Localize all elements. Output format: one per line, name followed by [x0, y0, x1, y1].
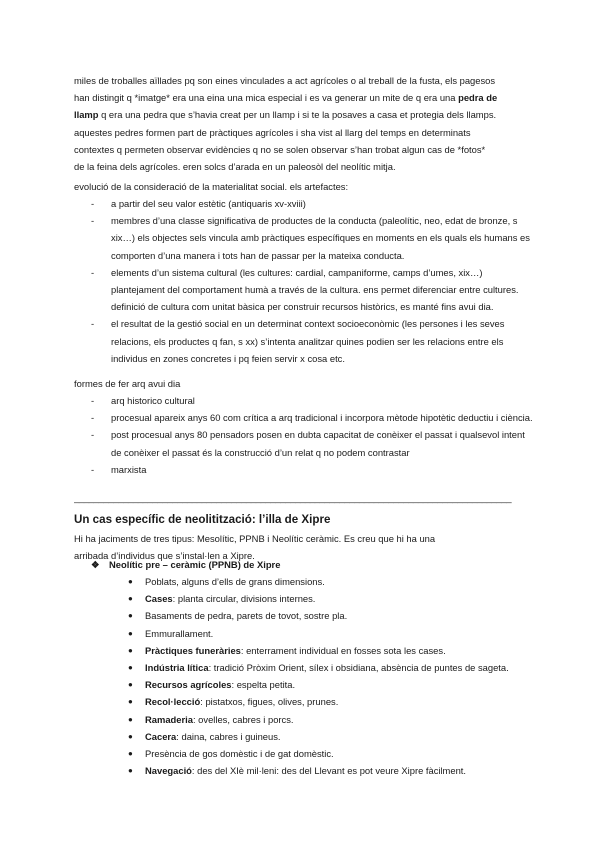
list-item-text: el resultat de la gestió social en un determinat context socioeconòmic (les persones i les seves relacions, els productes q fan, s xx) s’intenta analitzar quines podien ser les relacions entre els individus en zones concretes i pq feien servir x cosa etc. [111, 318, 505, 364]
bullet-icon: ● [128, 749, 133, 759]
list-item-text: marxista [111, 463, 147, 475]
list-item [74, 212, 536, 264]
bullet-text: Emmurallament. [145, 627, 214, 639]
bullet-icon: ● [128, 680, 133, 690]
bullet-label: Cacera [145, 730, 177, 742]
bullet-label: Recursos agrícoles [145, 679, 232, 691]
evolucio-heading: evolució de la consideració de la materialitat social. els artefactes: [74, 181, 349, 192]
intro-line: de la feina dels agrícoles. eren solcs d’arada en un paleosòl del neolític mitja. [74, 161, 396, 173]
bullet-icon: ● [128, 611, 133, 621]
intro-bold-text: llamp [74, 109, 99, 121]
dash-marker: - [91, 463, 95, 475]
intro-line: aquestes pedres formen part de pràctiques agrícoles i sha vist al llarg del temps en determinats [74, 126, 471, 138]
bullet-label: Indústria lítica [145, 662, 209, 674]
section-intro-line: Hi ha jaciments de tres tipus: Mesolític, PPNB i Neolític ceràmic. Es creu que hi ha una [74, 533, 436, 544]
dash-marker: - [91, 198, 95, 209]
dash-marker: - [91, 395, 95, 406]
bullet-text: : enterrament individual en fosses sota les cases. [240, 644, 446, 656]
section-intro-line: arribada d’individus que s’instal·len a Xipre. [74, 550, 255, 562]
bullet-item [128, 625, 528, 642]
subheading [91, 556, 280, 573]
bullet-item [128, 642, 528, 659]
list-item [74, 461, 536, 478]
bullet-label: Cases [145, 593, 173, 605]
bullet-text: : des del XIè mil·leni: des del Llevant es pot veure Xipre fàcilment. [191, 765, 467, 777]
intro-line [74, 89, 536, 106]
bullet-item [128, 607, 528, 624]
formes-heading: formes de fer arq avui dia [74, 378, 181, 389]
bullet-item [128, 659, 528, 676]
bullet-item [128, 573, 528, 590]
list-item [74, 392, 536, 409]
bullet-item [128, 590, 528, 607]
list-item-text: procesual apareix anys 60 com crítica a arq tradicional i incorpora mètode hipotètic deductiu i ciència. [111, 412, 533, 424]
bullet-icon: ● [128, 663, 133, 673]
intro-line: contextes q permeten observar evidències q no se solen observar s’han trobat algun cas de *fotos* [74, 143, 486, 155]
list-item [74, 426, 536, 460]
bullet-item [128, 745, 528, 762]
bullet-item [128, 693, 528, 710]
bullet-text: : planta circular, divisions internes. [172, 593, 316, 605]
intro-text: q era una pedra que s’havia creat per un llamp i si te la posaves a casa et protegia dels llamps. [98, 109, 497, 121]
diamond-icon: ❖ [91, 559, 100, 570]
intro-bold-text: pedra de [458, 92, 498, 104]
dash-marker: - [91, 215, 95, 227]
bullet-label: Navegació [145, 765, 192, 777]
formes-list [74, 392, 536, 478]
intro-paragraph [74, 72, 536, 175]
list-item [74, 315, 536, 367]
dash-marker: - [91, 318, 95, 330]
bullet-label: Recol·lecció [145, 696, 201, 708]
bullet-text: : espelta petita. [231, 679, 296, 691]
list-item-text: elements d’un sistema cultural (les cultures: cardial, campaniforme, camps d’umes, xix…) plantejament del comportament humà a través de la cultura. ens permet diferenciar entre cultures. definició de cultura com unitat bàsica per construir recursos històrics, es manté fins avui dia. [111, 266, 519, 313]
bullet-icon: ● [128, 697, 133, 707]
bullet-text: : daina, cabres i guineus. [176, 730, 281, 742]
section-title: Un cas específic de neolitització: l’illa de Xipre [74, 513, 331, 526]
dash-marker: - [91, 266, 95, 278]
bullet-text: Basaments de pedra, parets de tovot, sostre pla. [145, 610, 348, 622]
evolucio-list [74, 195, 536, 367]
bullet-item [128, 676, 528, 693]
bullet-icon: ● [128, 766, 133, 776]
list-item-text: membres d’una classe significativa de productes de la conducta (paleolític, neo, edat de bronze, s xix…) els objectes sels vincula amb pràctiques específiques en moments en els quals els humans es comporten d’una manera i tots han de passar per la mateixa conducta. [111, 215, 530, 261]
list-item [74, 409, 536, 426]
bullet-text: : pistatxos, figues, olives, prunes. [200, 696, 339, 708]
bullet-text: Presència de gos domèstic i de gat domèstic. [145, 748, 334, 760]
list-item-text: a partir del seu valor estètic (antiquaris xv-xviii) [111, 198, 306, 209]
dash-marker: - [91, 412, 95, 424]
bullet-icon: ● [128, 645, 133, 655]
bullet-item [128, 711, 528, 728]
list-item [74, 195, 536, 212]
bullet-text: Poblats, alguns d’ells de grans dimensions. [145, 576, 325, 587]
intro-line [74, 106, 536, 123]
bullet-icon: ● [128, 577, 133, 586]
bullet-text: : ovelles, cabres i porcs. [192, 713, 294, 725]
intro-line: miles de troballes aïllades pq son eines vinculades a act agrícoles o al treball de la fusta, els pagesos [74, 75, 496, 86]
bullet-icon: ● [128, 594, 133, 604]
bullet-label: Ramaderia [145, 713, 193, 725]
intro-text: han distingit q *imatge* era una eina una mica especial i es va generar un mite de q era una [74, 92, 459, 104]
dash-marker: - [91, 429, 95, 441]
ppnb-bullet-list [128, 573, 528, 779]
bullet-icon: ● [128, 714, 133, 724]
bullet-item [128, 762, 528, 779]
bullet-text: : tradició Pròxim Orient, sílex i obsidiana, absència de puntes de sageta. [208, 662, 509, 674]
subheading-text: Neolític pre – ceràmic (PPNB) de Xipre [109, 559, 281, 570]
bullet-item [128, 728, 528, 745]
list-item-text: arq historico cultural [111, 395, 195, 406]
separator-line: _________________________________________________________________________________________ [74, 492, 512, 503]
bullet-icon: ● [128, 731, 133, 741]
list-item [74, 264, 536, 316]
bullet-label: Pràctiques funeràries [145, 644, 241, 656]
bullet-icon: ● [128, 628, 133, 638]
list-item-text: post procesual anys 80 pensadors posen en dubta capacitat de conèixer el passat i qualsevol intent de conèixer el passat és la construcció d’un relat q no podem contrastar [111, 429, 525, 458]
